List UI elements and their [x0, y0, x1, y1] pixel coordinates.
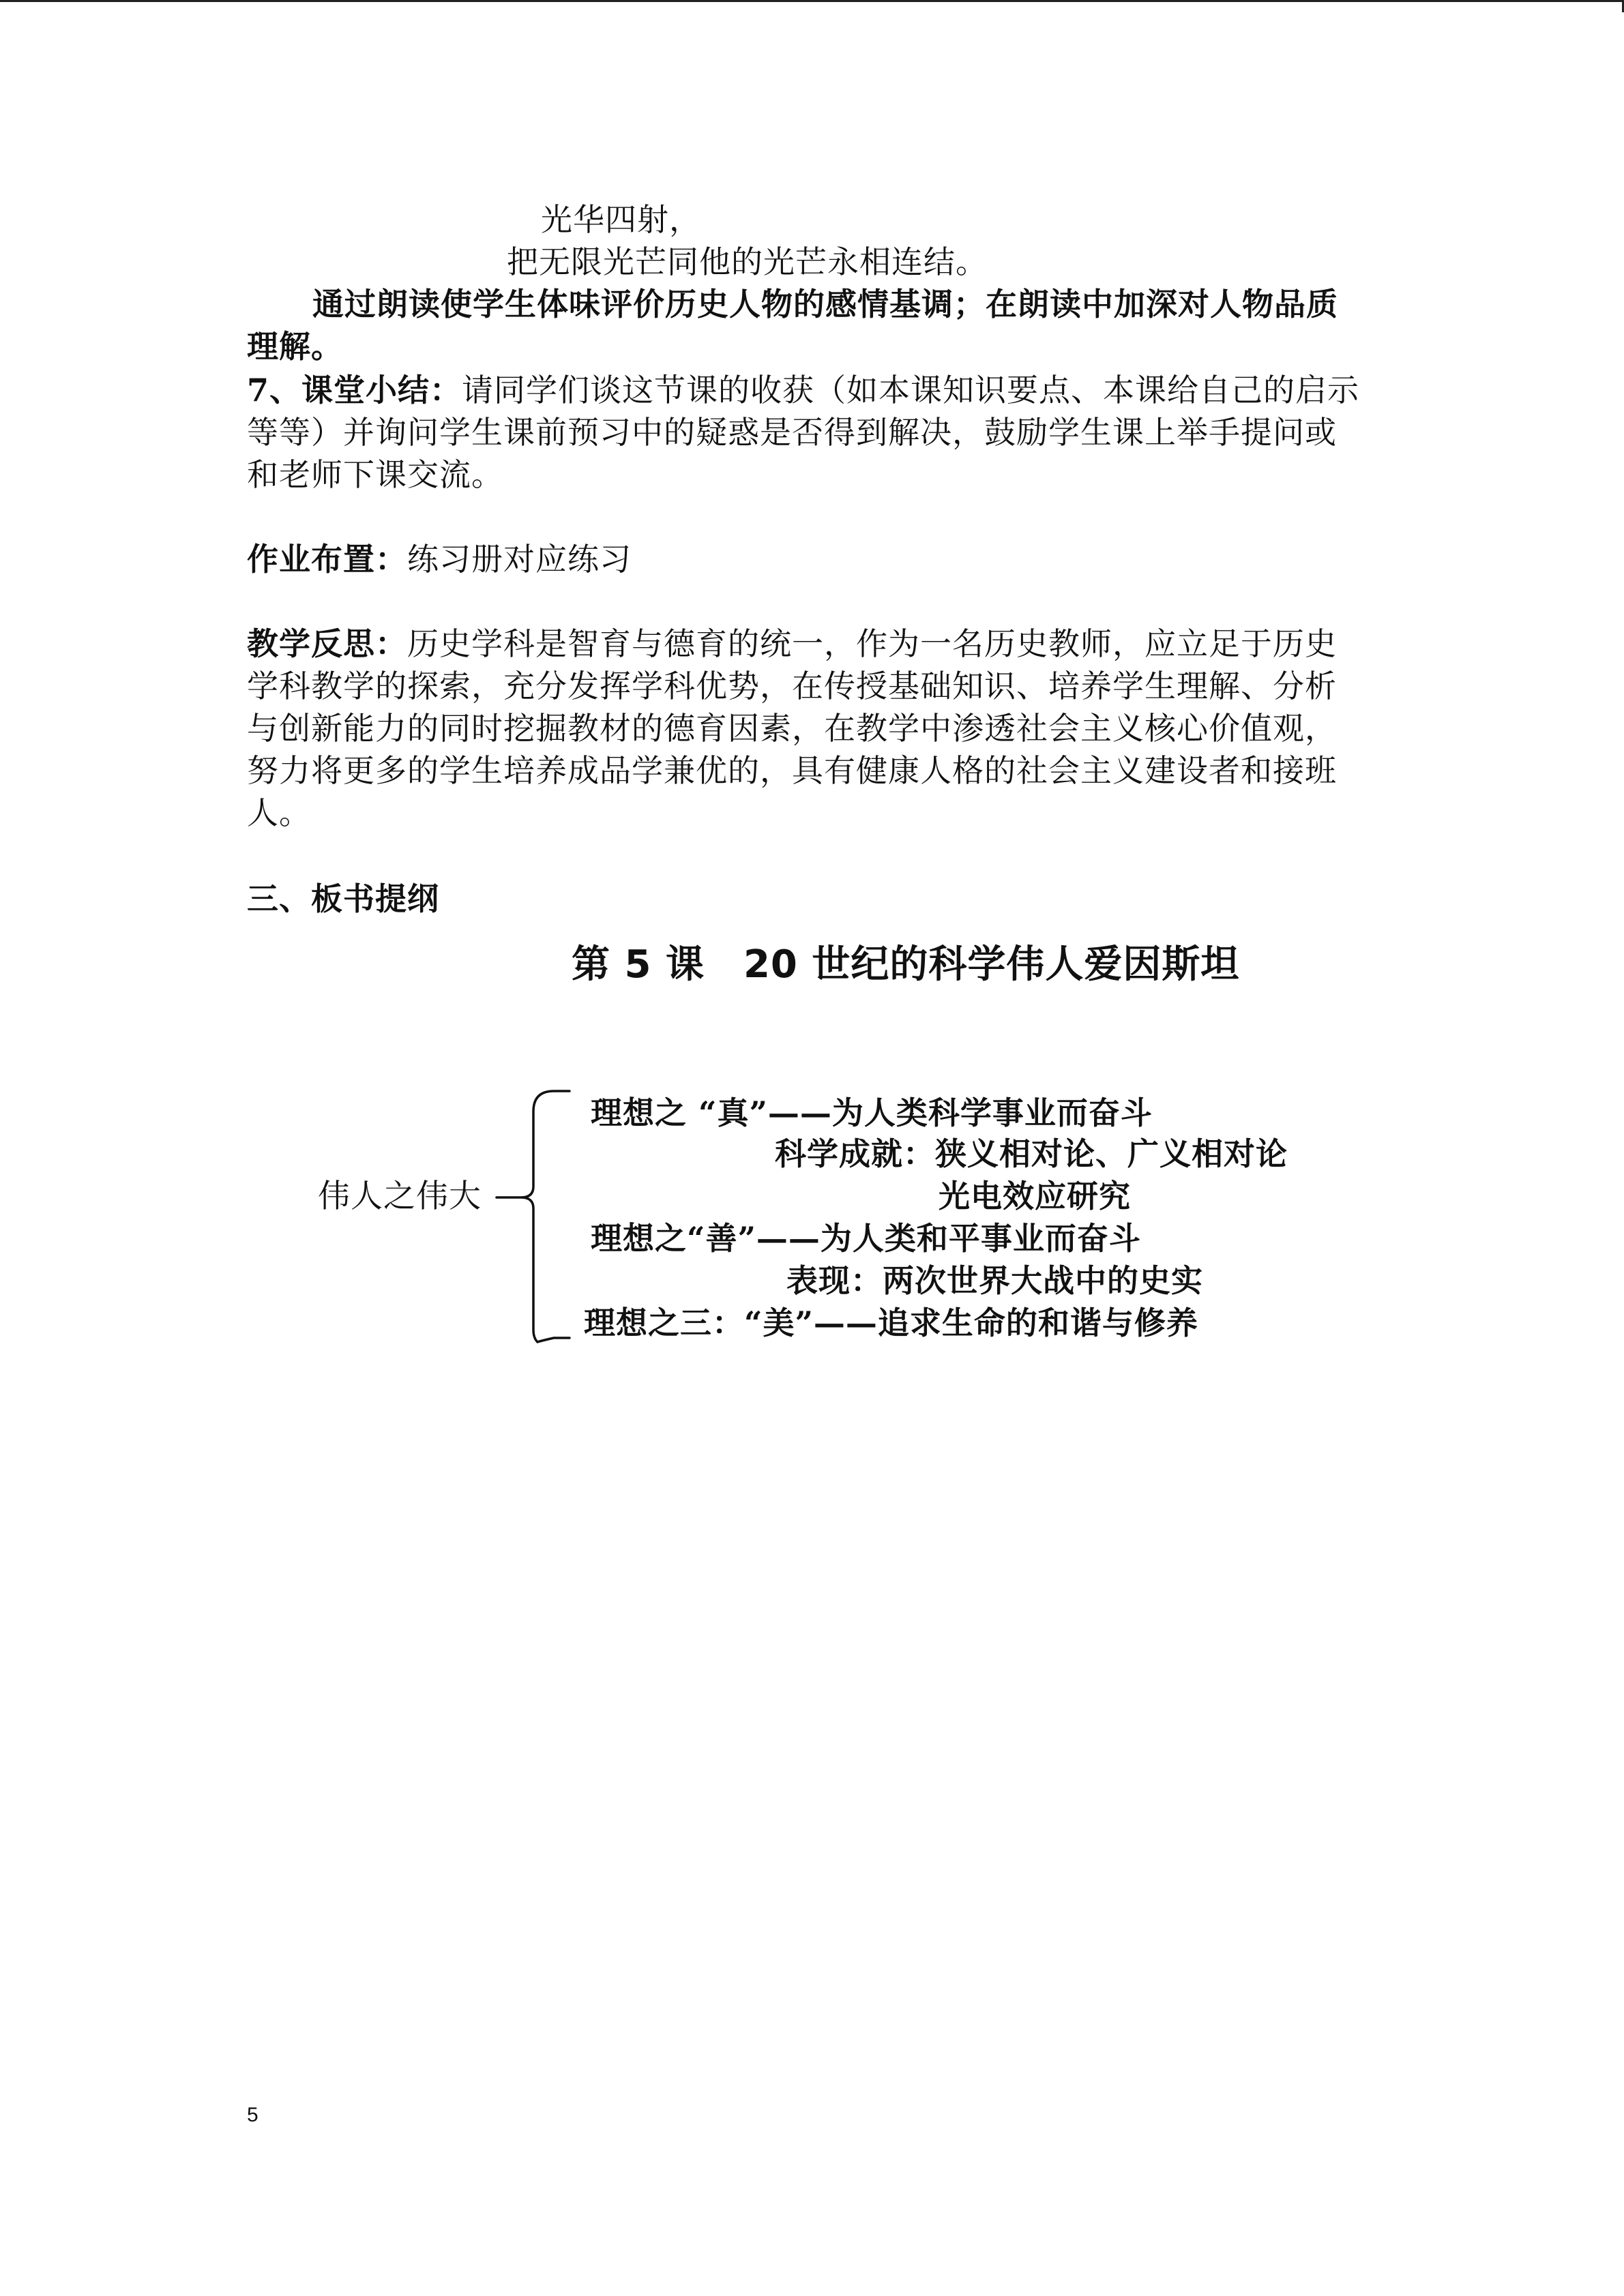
homework-label: 作业布置：: [247, 541, 407, 578]
homework-text: 练习册对应练习: [407, 541, 632, 578]
board-item-3: 光电效应研究: [939, 1178, 1131, 1214]
board-item-4: 理想之“善”——为人类和平事业而奋斗: [591, 1220, 1141, 1257]
summary-line-2: 等等）并询问学生课前预习中的疑惑是否得到解决，鼓励学生课上举手提问或: [247, 414, 1337, 451]
board-item-6: 理想之三：“美”——追求生命的和谐与修养: [584, 1304, 1198, 1341]
reflection-line-1: [247, 622, 1337, 666]
homework-line: [247, 537, 632, 581]
reflection-text-1: 历史学科是智育与德育的统一，作为一名历史教师，应立足于历史: [407, 625, 1337, 662]
section-heading: 三、板书提纲: [247, 880, 439, 917]
board-title: 第 5 课 20 世纪的科学伟人爱因斯坦: [572, 942, 1240, 987]
reflection-line-4: 努力将更多的学生培养成品学兼优的，具有健康人格的社会主义建设者和接班: [247, 752, 1337, 789]
board-root: 伟人之伟大: [318, 1178, 482, 1215]
board-item-5: 表现：两次世界大战中的史实: [786, 1262, 1203, 1299]
reflection-line-2: 学科教学的探索，充分发挥学科优势，在传授基础知识、培养学生理解、分析: [247, 668, 1337, 704]
summary-label: 7、课堂小结：: [247, 372, 462, 408]
poem-line-1: 光华四射，: [541, 201, 701, 238]
page-top-border: [0, 0, 1624, 2]
reflection-line-5: 人。: [247, 794, 311, 831]
summary-text-1: 请同学们谈这节课的收获（如本课知识要点、本课给自己的启示: [462, 372, 1360, 408]
page-number: 5: [247, 2104, 259, 2126]
poem-line-2: 把无限光芒同他的光芒永相连结。: [507, 243, 988, 280]
reading-note-line-2: 理解。: [247, 328, 343, 365]
reflection-label: 教学反思：: [247, 625, 407, 662]
reflection-line-3: 与创新能力的同时挖掘教材的德育因素，在教学中渗透社会主义核心价值观，: [247, 710, 1337, 747]
outline-brace: [491, 1084, 573, 1357]
board-item-2: 科学成就：狭义相对论、广义相对论: [775, 1135, 1288, 1172]
reading-note-line-1: 通过朗读使学生体味评价历史人物的感情基调；在朗读中加深对人物品质: [312, 286, 1338, 323]
summary-line-1: [247, 368, 1359, 412]
board-item-1: 理想之 “真”——为人类科学事业而奋斗: [591, 1094, 1153, 1131]
summary-line-3: 和老师下课交流。: [247, 456, 503, 493]
